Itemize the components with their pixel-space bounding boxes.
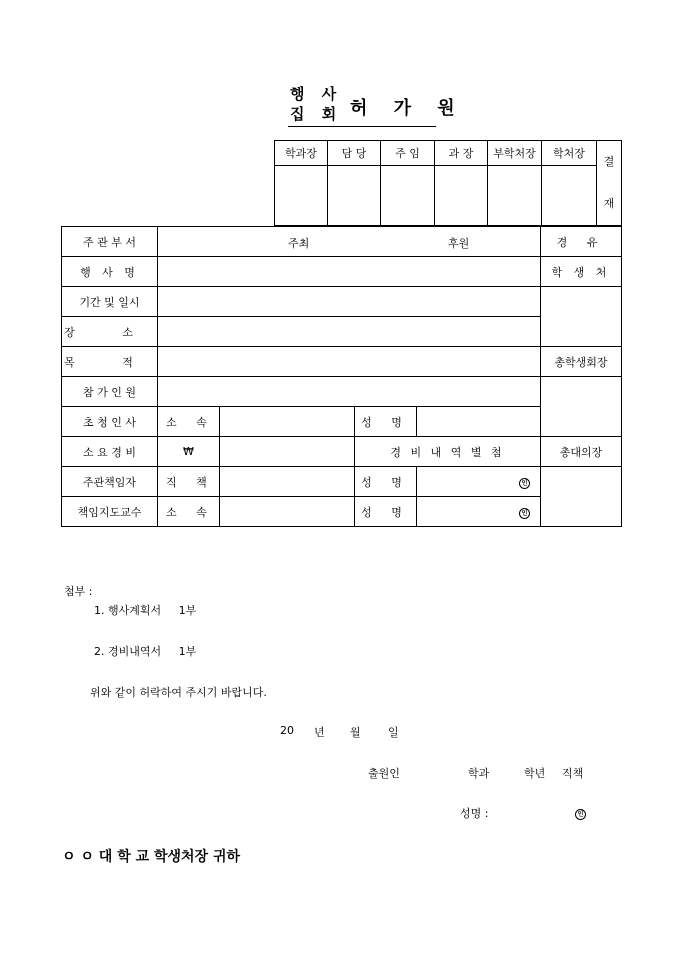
assembly-chair-sign[interactable] <box>541 467 622 527</box>
label-name: 성 명 <box>355 497 417 527</box>
label-route: 경 유 <box>541 227 622 257</box>
sponsor-label: 후원 <box>448 237 470 250</box>
main-form-table <box>61 226 622 527</box>
attachment-item: 1. 행사계획서 1부 <box>94 604 197 617</box>
title-stack <box>290 84 342 124</box>
label-participants: 참 가 인 원 <box>62 377 158 407</box>
advisor-name-field[interactable] <box>417 497 541 527</box>
title-top-line: 행 사 <box>290 85 343 103</box>
approval-header: 학과장 <box>275 141 328 166</box>
approval-side-bottom: 재 <box>603 197 615 210</box>
label-name: 성 명 <box>355 467 417 497</box>
page-title: 허 가 원 <box>350 98 465 119</box>
recipient-line: ㅇ ㅇ 대 학 교 학생처장 귀하 <box>62 849 241 865</box>
seal-icon: 인 <box>519 508 530 519</box>
applicant-seal <box>575 806 586 820</box>
signature-cell[interactable] <box>275 166 328 226</box>
label-affiliation: 소 속 <box>158 407 220 437</box>
label-student-office: 학 생 처 <box>541 257 622 287</box>
cost-detail-note: 경 비 내 역 별 첨 <box>355 437 541 467</box>
venue-field[interactable] <box>158 317 541 347</box>
label-organizer: 주 관 부 서 <box>62 227 158 257</box>
event-name-field[interactable] <box>158 257 541 287</box>
date-day: 일 <box>388 726 399 739</box>
approval-side-label <box>597 141 622 226</box>
label-responsible: 주관책임자 <box>62 467 158 497</box>
label-name: 성 명 <box>355 407 417 437</box>
applicant-grade: 학년 <box>524 767 546 780</box>
approval-header: 학처장 <box>542 141 597 166</box>
label-position: 직 책 <box>158 467 220 497</box>
approval-header: 과 장 <box>435 141 488 166</box>
applicant-dept: 학과 <box>468 767 490 780</box>
approval-header: 주 임 <box>381 141 435 166</box>
host-sponsor-cell[interactable] <box>158 227 541 257</box>
guest-affiliation-field[interactable] <box>220 407 355 437</box>
approval-header: 담 당 <box>328 141 381 166</box>
guest-name-field[interactable] <box>417 407 541 437</box>
label-advisor: 책임지도교수 <box>62 497 158 527</box>
student-office-sign[interactable] <box>541 287 622 347</box>
signature-cell[interactable] <box>488 166 542 226</box>
date-month: 월 <box>350 726 361 739</box>
request-text: 위와 같이 허락하여 주시기 바랍니다. <box>90 686 267 699</box>
applicant-name-label: 성명 : <box>460 807 489 820</box>
advisor-affiliation-field[interactable] <box>220 497 355 527</box>
title-bottom-line: 집 회 <box>290 105 343 123</box>
responsible-position-field[interactable] <box>220 467 355 497</box>
label-event-name: 행 사 명 <box>62 257 158 287</box>
seal-icon: 인 <box>575 809 586 820</box>
approval-table <box>274 140 622 226</box>
purpose-field[interactable] <box>158 347 541 377</box>
period-field[interactable] <box>158 287 541 317</box>
seal-icon: 인 <box>519 478 530 489</box>
attachment-item: 2. 경비내역서 1부 <box>94 645 197 658</box>
label-affiliation: 소 속 <box>158 497 220 527</box>
applicant-position: 직책 <box>562 767 584 780</box>
title-underline <box>288 126 436 127</box>
signature-cell[interactable] <box>381 166 435 226</box>
approval-side-top: 결 <box>603 155 615 168</box>
attachments-label: 첨부 : <box>64 585 93 598</box>
label-assembly-chair: 총대의장 <box>541 437 622 467</box>
student-council-sign[interactable] <box>541 377 622 437</box>
label-cost: 소 요 경 비 <box>62 437 158 467</box>
host-label: 주최 <box>288 237 310 250</box>
cost-amount-field[interactable] <box>220 437 355 467</box>
label-student-council: 총학생회장 <box>541 347 622 377</box>
date-year: 년 <box>314 726 325 739</box>
participants-field[interactable] <box>158 377 541 407</box>
label-venue: 장 소 <box>62 317 158 347</box>
date-year-prefix: 20 <box>280 724 294 737</box>
label-invited-guest: 초 청 인 사 <box>62 407 158 437</box>
signature-cell[interactable] <box>328 166 381 226</box>
responsible-name-field[interactable] <box>417 467 541 497</box>
label-period: 기간 및 일시 <box>62 287 158 317</box>
signature-cell[interactable] <box>435 166 488 226</box>
label-purpose: 목 적 <box>62 347 158 377</box>
approval-header: 부학처장 <box>488 141 542 166</box>
won-sign: ₩ <box>158 437 220 467</box>
applicant-label: 출원인 <box>368 767 400 780</box>
signature-cell[interactable] <box>542 166 597 226</box>
